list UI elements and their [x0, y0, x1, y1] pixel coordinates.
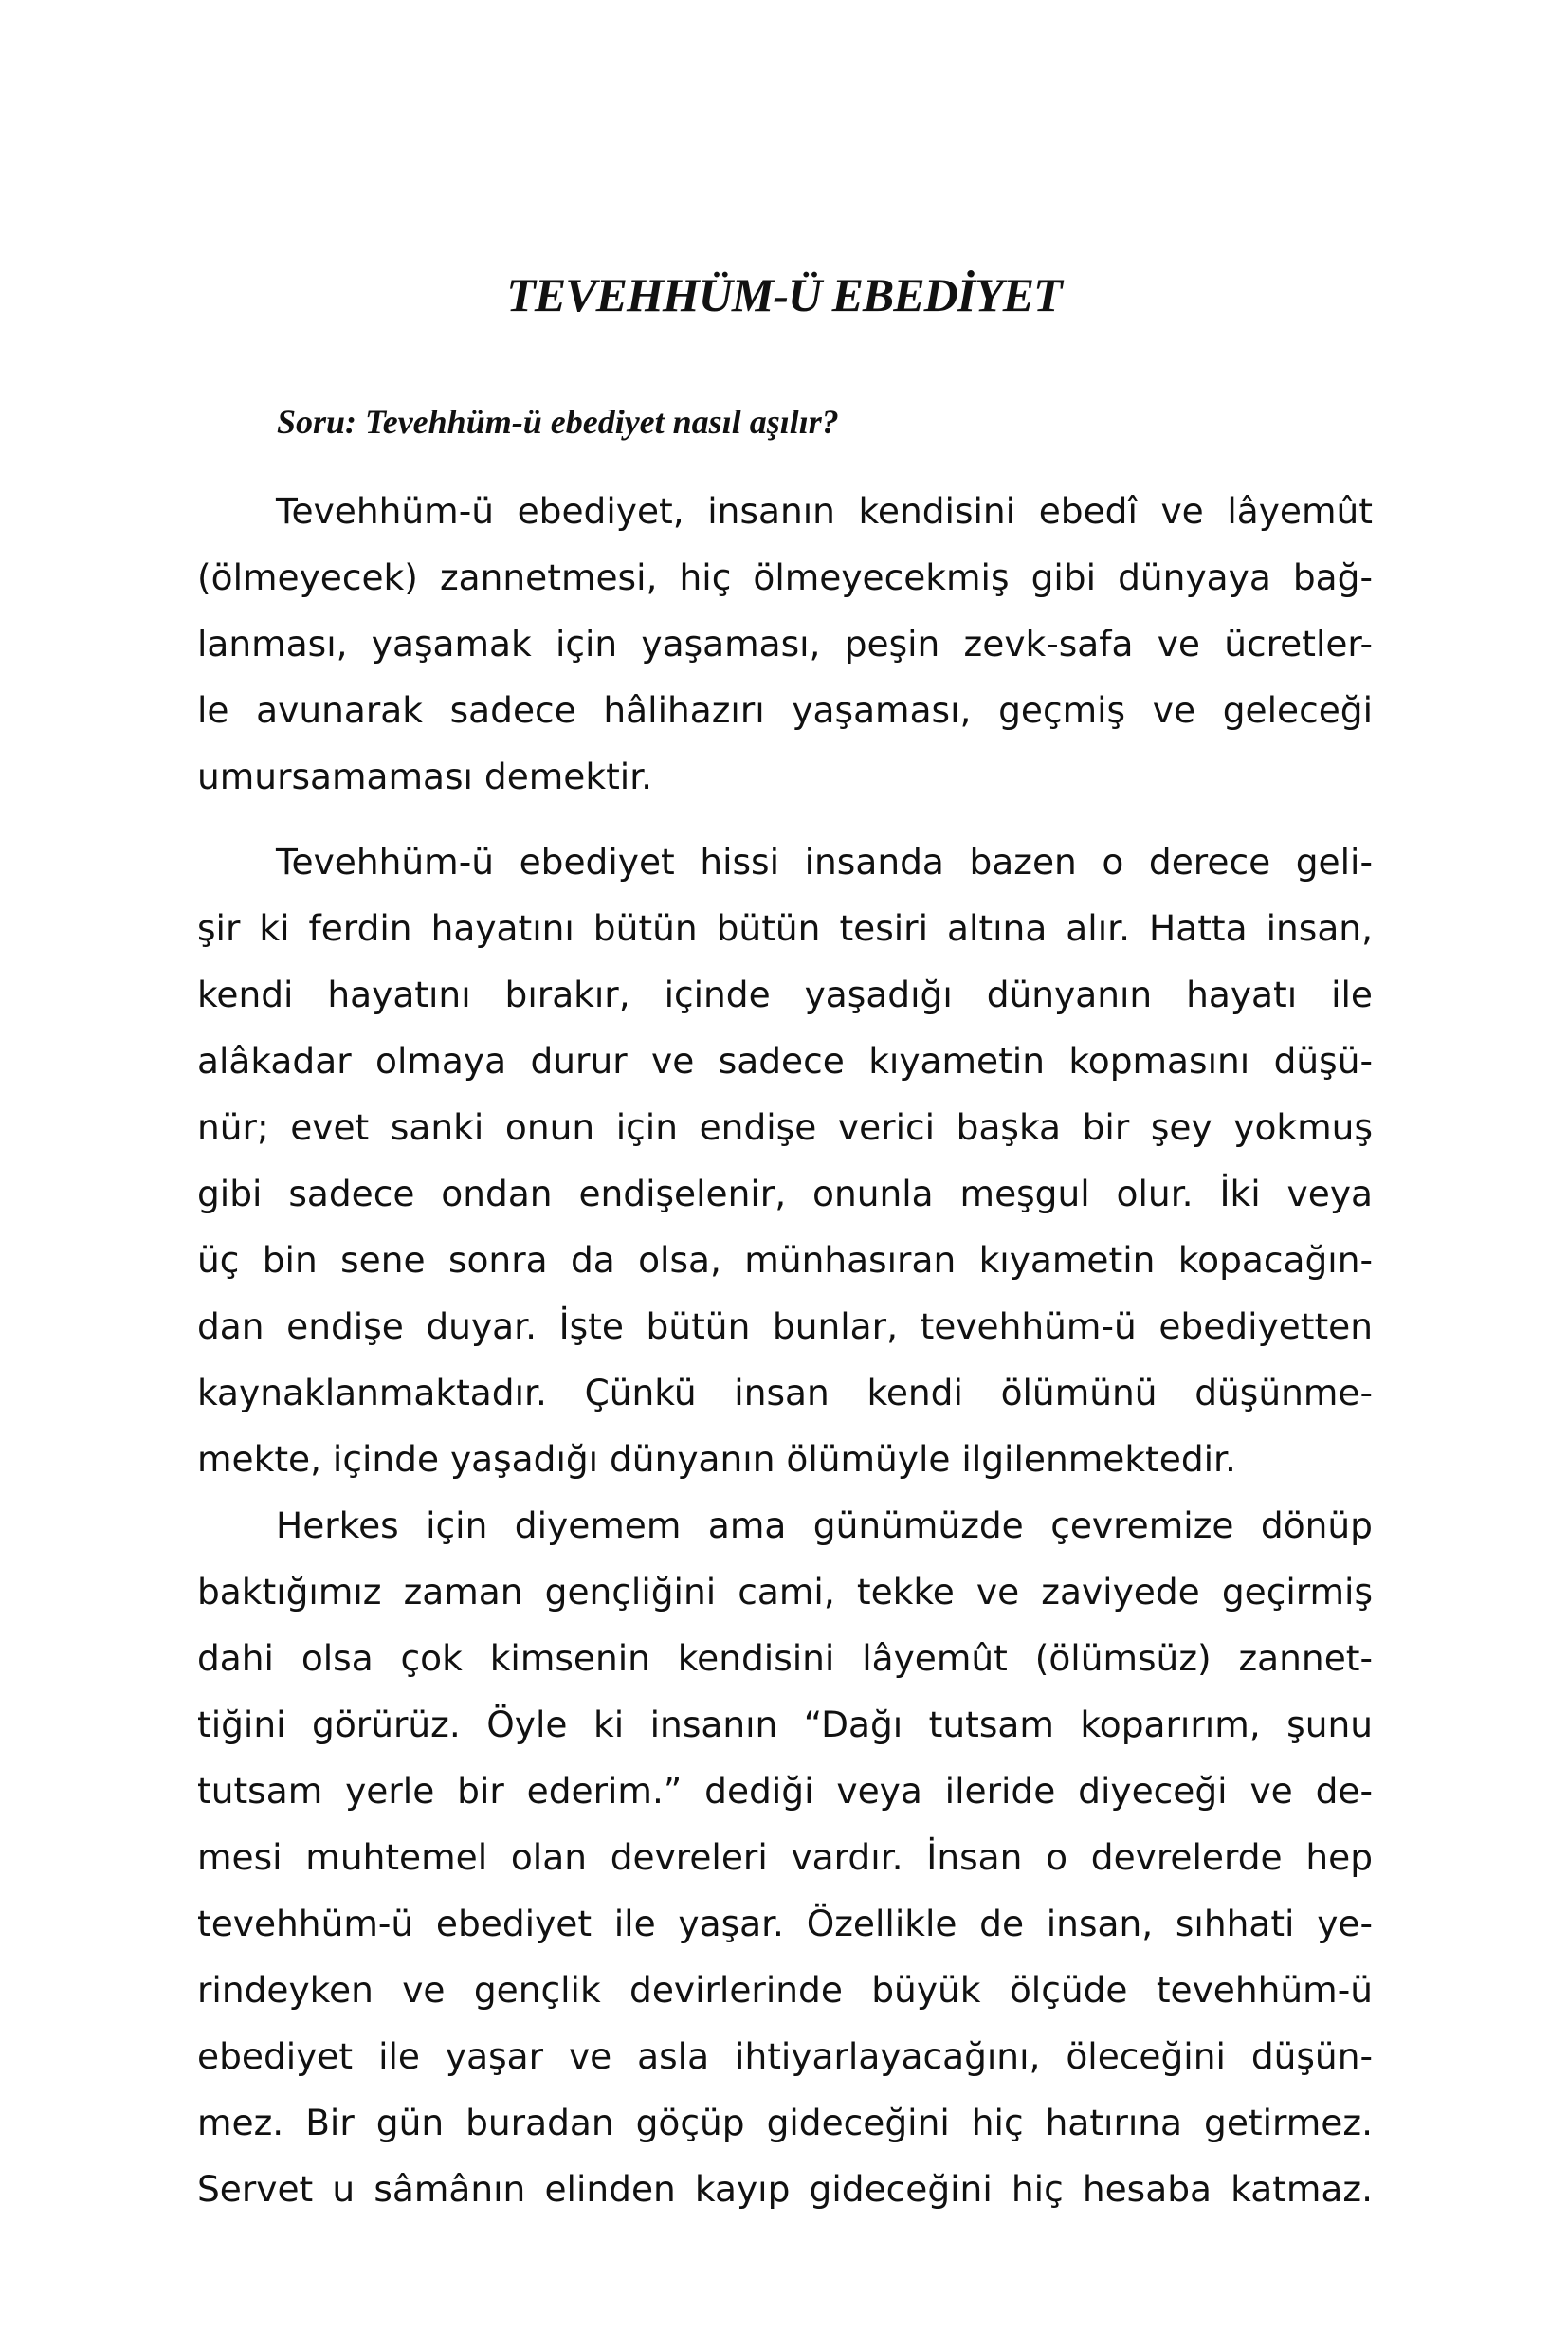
text-line: Tevehhüm-ü ebediyet hissi insanda bazen o derece geli-	[276, 841, 1373, 883]
text-line: dahi olsa çok kimsenin kendisini lâyemût (ölümsüz) zannet-	[197, 1637, 1373, 1679]
text-line: alâkadar olmaya durur ve sadece kıyametin kopmasını düşü-	[197, 1040, 1373, 1082]
text-line: mez. Bir gün buradan göçüp gideceğini hiç hatırına getirmez.	[197, 2102, 1373, 2143]
text-line: Servet u sâmânın elinden kayıp gideceğini hiç hesaba katmaz.	[197, 2168, 1373, 2210]
text-line: tevehhüm-ü ebediyet ile yaşar. Özellikle de insan, sıhhati ye-	[197, 1903, 1373, 1944]
text-line: şir ki ferdin hayatını bütün bütün tesiri altına alır. Hatta insan,	[197, 907, 1373, 949]
text-line: üç bin sene sonra da olsa, münhasıran kıyametin kopacağın-	[197, 1239, 1373, 1281]
text-line: kaynaklanmaktadır. Çünkü insan kendi ölümünü düşünme-	[197, 1372, 1373, 1413]
paragraph-1	[197, 478, 1373, 810]
text-line: nür; evet sanki onun için endişe verici başka bir şey yokmuş	[197, 1106, 1373, 1148]
text-line: tiğini görürüz. Öyle ki insanın “Dağı tutsam koparırım, şunu	[197, 1704, 1373, 1745]
text-line: gibi sadece ondan endişelenir, onunla meşgul olur. İki veya	[197, 1173, 1373, 1214]
text-line: tutsam yerle bir ederim.” dediği veya ileride diyeceği ve de-	[197, 1770, 1373, 1812]
chapter-title: TEVEHHÜM-Ü EBEDİYET	[506, 268, 1062, 321]
text-line: umursamaması demektir.	[197, 756, 653, 797]
text-line: baktığımız zaman gençliğini cami, tekke ve zaviyede geçirmiş	[197, 1571, 1373, 1613]
text-line: lanması, yaşamak için yaşaması, peşin zevk-safa ve ücretler-	[197, 623, 1373, 665]
text-line: Tevehhüm-ü ebediyet, insanın kendisini ebedî ve lâyemût	[276, 490, 1373, 532]
text-line: dan endişe duyar. İşte bütün bunlar, tevehhüm-ü ebediyetten	[197, 1305, 1373, 1347]
question-heading: Soru: Tevehhüm-ü ebediyet nasıl aşılır?	[277, 403, 839, 441]
text-line: kendi hayatını bırakır, içinde yaşadığı dünyanın hayatı ile	[197, 974, 1373, 1015]
paragraph-2	[197, 829, 1373, 1492]
text-line: rindeyken ve gençlik devirlerinde büyük ölçüde tevehhüm-ü	[197, 1969, 1373, 2011]
text-line: mesi muhtemel olan devreleri vardır. İnsan o devrelerde hep	[197, 1836, 1373, 1878]
text-line: Herkes için diyemem ama günümüzde çevremize dönüp	[276, 1504, 1373, 1546]
text-line: mekte, içinde yaşadığı dünyanın ölümüyle ilgilenmektedir.	[197, 1438, 1236, 1480]
text-line: le avunarak sadece hâlihazırı yaşaması, geçmiş ve geleceği	[197, 689, 1373, 731]
text-line: ebediyet ile yaşar ve asla ihtiyarlayacağını, öleceğini düşün-	[197, 2035, 1373, 2077]
text-line: (ölmeyecek) zannetmesi, hiç ölmeyecekmiş gibi dünyaya bağ-	[197, 556, 1373, 598]
paragraph-3	[197, 1492, 1373, 2222]
